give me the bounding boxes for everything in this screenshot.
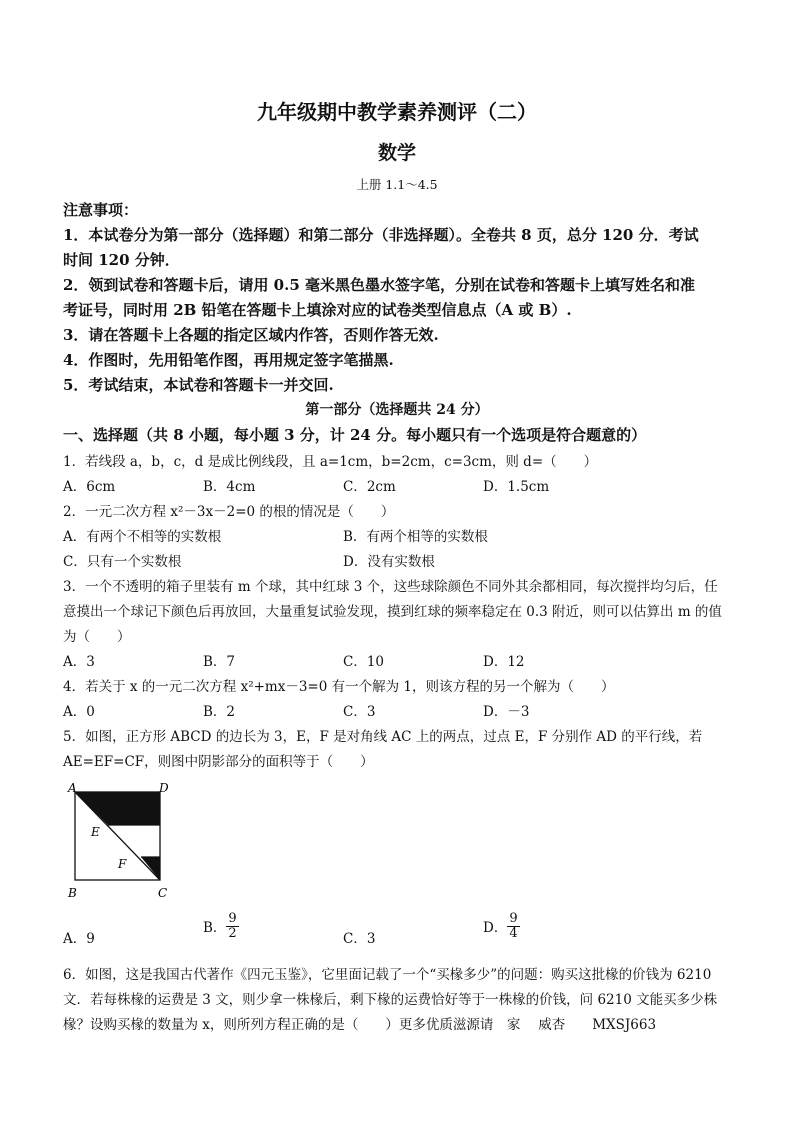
q4-option-b: B．2	[203, 704, 236, 720]
label-a: A	[68, 781, 77, 795]
fraction-9-2	[226, 912, 238, 940]
label-c: C	[158, 886, 168, 900]
q6-line3: 椽？设购买椽的数量为 x，则所列方程正确的是（ ）更多优质滋源请 家 威杏 MXSJ663	[63, 1017, 657, 1033]
q2-option-c: C．只有一个实数根	[63, 554, 182, 570]
q5-line2: AE=EF=CF，则图中阴影部分的面积等于（ ）	[63, 754, 374, 770]
note-2-line1: 2．领到试卷和答题卡后，请用 0.5 毫米黑色墨水签字笔，分别在试卷和答题卡上填写姓名和准	[63, 276, 695, 294]
q5-option-d-prefix: D．	[483, 920, 508, 937]
fraction-numerator: 9	[228, 911, 237, 926]
q3-option-b: B．7	[203, 654, 236, 670]
note-3: 3．请在答题卡上各题的指定区域内作答，否则作答无效.	[63, 326, 439, 344]
shaded-region-top	[75, 792, 160, 825]
label-f: F	[118, 857, 127, 871]
part1-heading: 第一部分（选择题共 24 分）	[305, 402, 489, 418]
section-heading: 一、选择题（共 8 小题，每小题 3 分，计 24 分。每小题只有一个选项是符合题意的）	[63, 426, 647, 444]
note-4: 4．作图时，先用铅笔作图，再用规定签字笔描黑.	[63, 351, 394, 369]
q5-line1: 5．如图，正方形 ABCD 的边长为 3，E，F 是对角线 AC 上的两点，过点 E，F 分别作 AD 的平行线，若	[63, 729, 703, 745]
q2-option-b: B．有两个相等的实数根	[343, 529, 488, 545]
label-e: E	[91, 825, 100, 839]
q5-option-d	[483, 912, 520, 940]
fraction-numerator: 9	[509, 911, 518, 926]
label-b: B	[68, 886, 77, 900]
q5-option-b	[203, 912, 239, 940]
q3-line2: 意摸出一个球记下颜色后再放回，大量重复试验发现，摸到红球的频率稳定在 0.3 附近，则可以估算出 m 的值	[63, 604, 722, 620]
q1-option-a: A．6cm	[63, 479, 116, 495]
q1-option-d: D．1.5cm	[483, 479, 550, 495]
q4-option-a: A．0	[63, 704, 95, 720]
q2-option-a: A．有两个不相等的实数根	[63, 529, 222, 545]
note-1-line1: 1．本试卷分为第一部分（选择题）和第二部分（非选择题）。全卷共 8 页，总分 120 分．考试	[63, 226, 699, 244]
q2-stem: 2．一元二次方程 x²－3x－2=0 的根的情况是（ ）	[63, 504, 395, 520]
fraction-denominator: 2	[228, 925, 237, 941]
fraction-denominator: 4	[509, 925, 518, 941]
square-figure	[60, 780, 180, 905]
q6-line1: 6．如图，这是我国古代著作《四元玉鉴》，它里面记载了一个“买椽多少”的问题：购买这批椽的价钱为 6210	[63, 967, 712, 983]
label-d: D	[159, 781, 169, 795]
q3-line1: 3．一个不透明的箱子里装有 m 个球，其中红球 3 个，这些球除颜色不同外其余都相同，每次搅拌均匀后，任	[63, 579, 718, 595]
scope-text: 上册 1.1～4.5	[356, 177, 438, 192]
q1-option-c: C．2cm	[343, 479, 396, 495]
note-1-line2: 时间 120 分钟．	[63, 251, 180, 269]
exam-title: 九年级期中教学素养测评（二）	[257, 100, 537, 124]
q4-stem: 4．若关于 x 的一元二次方程 x²+mx－3=0 有一个解为 1，则该方程的另一个解为（ ）	[63, 679, 615, 695]
q4-option-d: D．－3	[483, 704, 530, 720]
fraction-9-4	[507, 912, 519, 940]
q3-option-c: C．10	[343, 654, 385, 670]
q3-option-a: A．3	[63, 654, 95, 670]
note-5: 5．考试结束，本试卷和答题卡一并交回.	[63, 376, 334, 394]
q4-option-c: C．3	[343, 704, 376, 720]
q5-option-b-prefix: B．	[203, 920, 227, 937]
q3-option-d: D．12	[483, 654, 525, 670]
q2-option-d: D．没有实数根	[343, 554, 435, 570]
q5-option-a: A．9	[63, 931, 95, 947]
q1-option-b: B．4cm	[203, 479, 256, 495]
notes-heading: 注意事项：	[63, 201, 139, 219]
q1-stem: 1．若线段 a，b，c，d 是成比例线段，且 a=1cm，b=2cm，c=3cm，则 d=（ ）	[63, 454, 598, 470]
q5-option-c: C．3	[343, 931, 376, 947]
q6-line2: 文．若每株椽的运费是 3 文，则少拿一株椽后，剩下椽的运费恰好等于一株椽的价钱，问 6210 文能买多少株	[63, 992, 718, 1008]
subject-title: 数学	[377, 142, 416, 164]
q3-line3: 为（ ）	[63, 629, 131, 645]
note-2-line2: 考证号，同时用 2B 铅笔在答题卡上填涂对应的试卷类型信息点（A 或 B）.	[63, 301, 572, 319]
